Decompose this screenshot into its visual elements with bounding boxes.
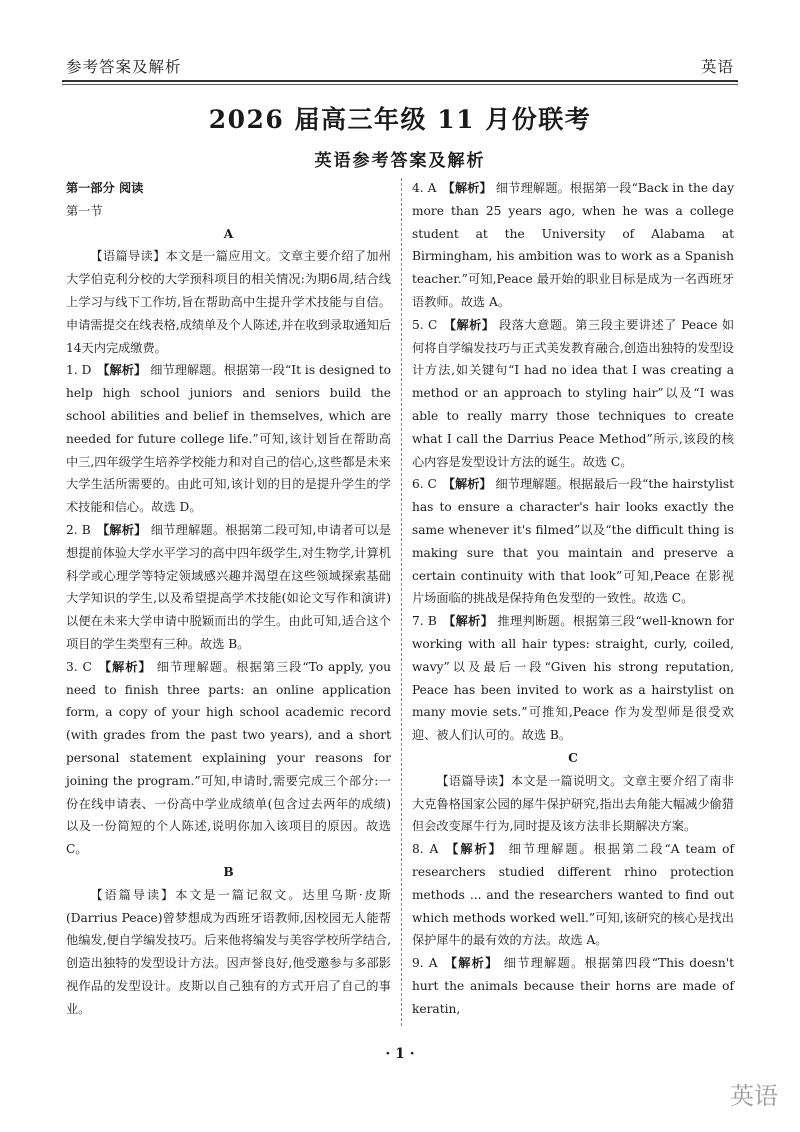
header-left-title: 参考答案及解析 [66,58,182,76]
left-column [66,177,391,1020]
header-rule-thick [62,80,738,82]
watermark-logo: 英语 [730,1082,778,1110]
q9-number: 9. A [412,956,438,971]
header-subject: 英语 [700,58,734,76]
page-subtitle: 英语参考答案及解析 [314,151,486,171]
answer-q7 [412,610,734,747]
passage-a-intro: 【语篇导读】本文是一篇应用文。文章主要介绍了加州大学伯克利分校的大学预科项目的相关情况:为期6周,结合线上学习与线下工作坊,旨在帮助高中生提升学术技能与自信。申请需提交在线表格,成绩单及个人陈述,并在收到录取通知后14天内完成缴费。 [66,249,391,355]
q8-explanation: 细节理解题。根据第二段“A team of researchers studied different rhino protection methods ... and the researchers wanted to find out which methods worked well.”可知,该研究的核心是找出保护犀牛的最有效的方法。故选 A。 [412,842,735,948]
passage-c-label: C [568,750,578,765]
passage-c-intro: 【语篇导读】本文是一篇说明文。文章主要介绍了南非大克鲁格国家公园的犀牛保护研究,指出去角能大幅减少偷猎但会改变犀牛行为,同时提及该方法非长期解决方案。 [412,773,734,834]
q9-explanation: 细节理解题。根据第四段“This doesn't hurt the animals because their horns are made of keratin, [412,956,735,1016]
q8-number: 8. A [412,842,439,857]
answer-q8 [412,838,734,952]
running-header [64,53,736,79]
q4-tag: 【解析】 [442,181,492,195]
right-column [412,177,734,1020]
q2-explanation: 细节理解题。根据第二段可知,申请者可以是想提前体验大学水平学习的高中四年级学生,对生物学,计算机科学或心理学等特定领域感兴趣并渴望在这些领域探索基础大学知识的学生,以及希望提高学术技能(如论文写作和演讲)以便在未来大学申请中脱颖而出的学生。由此可知,适合这个项目的学生类型有三种。故选 B。 [66,522,392,651]
answer-q2 [66,519,391,656]
q2-tag: 【解析】 [96,522,147,537]
page-title: 2026 届高三年级 11 月份联考 [208,105,592,134]
answer-q1 [66,359,391,519]
q1-number: 1. D [66,363,92,378]
answer-q5 [412,314,734,474]
q2-number: 2. B [66,522,91,537]
q7-number: 7. B [412,614,437,629]
answer-q3 [66,656,391,861]
q7-explanation: 推理判断题。根据第三段“well-known for working with all hair types: straight, curly, coiled, wavy”以及最后一段“Given his strong reputation, Peace has been invited to work as a hairstylist on many movie sets.”可推知,Peace 作为发型师是很受欢迎、被人们认可的。故选 B。 [412,614,735,743]
passage-b-label: B [223,864,234,879]
q5-number: 5. C [412,317,438,332]
q4-number: 4. A [412,181,437,195]
column-divider [401,178,402,1026]
q5-tag: 【解析】 [443,317,495,332]
page-number: · 1 · [385,1046,415,1062]
q7-tag: 【解析】 [443,614,494,629]
header-rule-thin [62,84,738,85]
q8-tag: 【解析】 [446,842,503,857]
q4-explanation: 细节理解题。根据第一段“Back in the day more than 25 years ago, when he was a college student at the University of Alabama at Birmingham, his ambition was to work as a Spanish teacher.”可知,Peace 最开始的职业目标是成为一名西班牙语教师。故选 A。 [412,181,735,309]
q9-tag: 【解析】 [444,956,499,971]
q5-explanation: 段落大意题。第三段主要讲述了 Peace 如何将自学编发技巧与正式美发教育融合,创造出独特的发型设计方法,如关键句“I had no idea that I was creating a method or an approach to styling hair”以及“I was able to really marry those techniques to create what I call the Darrius Peace Method”所示,该段的核心内容是发型设计方法的诞生。故选 C。 [412,317,735,469]
q3-explanation: 细节理解题。根据第三段“To apply, you need to finish three parts: an online application form, a copy of your high school academic record (with grades from the past two years), and a short personal statement explaining your reasons for joining the program.”可知,申请时,需要完成三个部分:一份在线申请表、一份高中学业成绩单(包含过去两年的成绩)以及一份简短的个人陈述,说明你加入该项目的原因。故选 C。 [66,659,392,857]
part-heading: 第一部分 阅读 [66,181,144,195]
q3-tag: 【解析】 [98,659,152,674]
section-heading: 第一节 [66,203,103,218]
answer-q4 [412,177,734,314]
answer-q9 [412,952,734,1020]
passage-a-label: A [223,226,234,241]
answer-q6 [412,473,734,610]
q1-explanation: 细节理解题。根据第一段“It is designed to help high school juniors and seniors build the school abilities and belief in themselves, which are needed for future college life.”可知,该计划旨在帮助高中三,四年级学生培养学校能力和对自己的信心,这些都是未来大学生活所需要的。由此可知,该计划的目的是提升学生的学术技能和信心。故选 D。 [66,363,392,515]
q6-explanation: 细节理解题。根据最后一段“the hairstylist has to ensure a character's hair looks exactly the same whenever it's filmed”以及“the difficult thing is making sure that you maintain and preserve a certain continuity with that look”可知,Peace 在影视片场面临的挑战是保持角色发型的一致性。故选 C。 [412,477,735,606]
q6-tag: 【解析】 [442,477,492,492]
q3-number: 3. C [66,659,92,674]
q1-tag: 【解析】 [97,363,147,378]
passage-b-intro: 【语篇导读】本文是一篇记叙文。达里乌斯·皮斯(Darrius Peace)曾梦想成为西班牙语教师,因校园无人能帮他编发,便自学编发技巧。后来他将编发与美容学校所学结合,创造出独特的发型设计方法。因声誉良好,他受邀参与多部影视作品的发型设计。皮斯以自己独有的方式开启了自己的事业。 [66,887,391,1016]
q6-number: 6. C [412,477,437,492]
